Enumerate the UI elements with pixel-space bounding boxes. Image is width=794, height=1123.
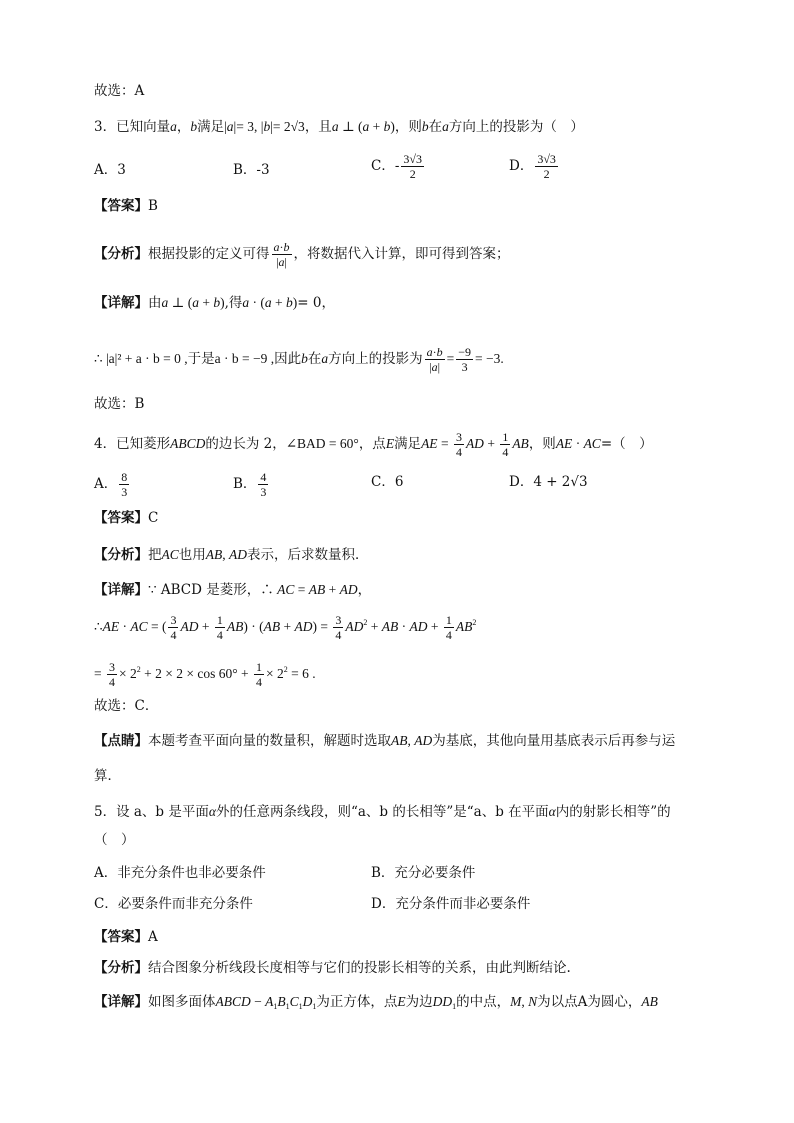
q3-condition: a ⊥ (a + b)	[331, 119, 395, 134]
q5-stem	[94, 802, 671, 822]
q4-comment-text: 本题考查平面向量的数量积，解题时选取	[148, 733, 391, 749]
q4-comment-text-2: 为基底，其他向量用基底表示后再参与运	[432, 733, 676, 749]
q5-detail-text-2: 为正方体，点	[316, 994, 398, 1010]
q4-stem-text: 已知菱形	[116, 436, 171, 452]
q3-option-b: B．-3	[233, 162, 270, 178]
q4-result: 故选：C．	[94, 698, 159, 714]
q3-option-c	[371, 152, 426, 181]
q5-stem-text-3: 内的射影长相等”的	[555, 804, 671, 820]
q5-detail-text-5: 为以点A为圆心，	[537, 994, 642, 1010]
q4-stem-text-3: ，点	[358, 436, 386, 452]
q3-magnitudes: |a|= 3, |b|= 2√3	[224, 119, 305, 134]
q3-detail-condition: a ⊥ (a + b)	[161, 295, 225, 310]
q3-line2-eq2: a · b = −9 ,	[214, 351, 275, 366]
analysis-tag: 【分析】	[94, 246, 148, 262]
q3-stem-text-4: ，则	[394, 119, 422, 135]
q3-detail-text-2: ,得	[224, 295, 243, 311]
alpha-symbol-2: α	[548, 804, 556, 819]
q5-analysis-text: 结合图象分析线段长度相等与它们的投影长相等的关系，由此判断结论.	[148, 960, 571, 976]
answer-tag: 【答案】	[94, 198, 148, 214]
q3-detail-text-3: = 0，	[297, 295, 335, 311]
vec-a-symbol-3: a	[321, 351, 329, 366]
q5-stem-text-2: 外的任意两条线段，则“a、b 的长相等”是“a、b 在平面	[215, 804, 549, 820]
q5-answer-value: A	[148, 929, 158, 945]
q4-option-d: D．4 + 2√3	[509, 474, 588, 490]
q5-detail-text: 如图多面体	[148, 994, 216, 1010]
q5-detail: 【详解】如图多面体ABCD − $A_1B_1C_1D_1$为正方体，点E为边$DD_1$的中点，M, N为以点A为圆心，AB	[94, 994, 658, 1011]
q4-stem-text-5: ，则	[528, 436, 556, 452]
q4-detail-line3: = $\frac{3}{4}$ × $2^2 + 2 \times 2 \times \cos 60^\circ$ + $\frac{1}{4}$ × $2^2 = 6$ .	[94, 660, 316, 689]
comment-tag: 【点睛】	[94, 733, 148, 749]
q3-answer-value: B	[148, 198, 158, 214]
q5-detail-text-3: 为边	[405, 994, 433, 1010]
q3-detail-text: 由	[148, 295, 162, 311]
q4-analysis-text-3: 表示，后求数量积．	[247, 547, 369, 563]
q5-option-d: D．充分条件而非必要条件	[371, 896, 531, 912]
q4-opt-b-den: 3	[260, 485, 267, 499]
q3-c-den: 2	[409, 167, 416, 181]
detail-tag-q4: 【详解】	[94, 582, 148, 598]
q4-stem-text-6: =（ ）	[600, 436, 653, 452]
q4-opt-a-den: 3	[121, 485, 128, 499]
vec-a-symbol-2: a	[442, 119, 449, 134]
q4-analysis-text: 把	[148, 547, 162, 563]
q3-line2-eq: ∴ |a|² + a · b = 0 ,	[94, 351, 188, 366]
q3-line2-text-2: 因此	[274, 351, 302, 367]
q4-comment-cont: 算．	[94, 768, 121, 784]
q3-stem-text-3: ，且	[304, 119, 332, 135]
q3-result: 故选：B	[94, 396, 145, 412]
q5-option-b: B．充分必要条件	[371, 865, 476, 881]
q3-d-den: 2	[543, 167, 550, 181]
q5-analysis	[94, 958, 571, 978]
q4-answer	[94, 508, 158, 528]
q4-number: 4．	[94, 436, 117, 452]
q4-option-b	[233, 470, 270, 499]
q5-stem-text: 设 a、b 是平面	[116, 804, 209, 820]
q3-line2-value: $\frac{-9}{3}$	[458, 345, 471, 374]
q3-option-c-fraction	[401, 152, 424, 181]
q4-analysis-text-2: 也用	[178, 547, 206, 563]
q5-option-a: A．非充分条件也非必要条件	[94, 865, 266, 881]
q5-option-c: C．必要条件而非充分条件	[94, 896, 253, 912]
q3-d-num: 3√3	[537, 152, 556, 166]
answer-tag-q4: 【答案】	[94, 510, 148, 526]
vec-b-symbol-3: b	[301, 351, 308, 366]
q4-opt-b-label: B．	[233, 476, 257, 492]
q3-stem-text-2: 满足	[197, 119, 225, 135]
q3-line2-result: = −3.	[475, 351, 504, 366]
q3-c-num: 3√3	[403, 152, 422, 166]
q3-detail	[94, 293, 335, 313]
q4-final: = 6 .	[291, 666, 316, 681]
q4-detail: 【详解】∵ ABCD 是菱形，∴ AC = AB + AD，	[94, 582, 372, 598]
analysis-tag-q5: 【分析】	[94, 960, 148, 976]
q4-detail-text: ∵ ABCD 是菱形，∴	[148, 582, 274, 598]
q2-result: 故选：A	[94, 83, 145, 99]
q3-line2-text-4: 方向上的投影为	[328, 351, 423, 367]
q3-option-a: A．3	[94, 162, 126, 178]
q5-detail-text-4: 的中点，	[456, 994, 511, 1010]
detail-tag-q5: 【详解】	[94, 994, 148, 1010]
q3-detail-dot: a · (a + b)	[242, 295, 298, 310]
q3-analysis-text-2: ，将数据代入计算，即可得到答案；	[293, 246, 510, 262]
q3-stem-text-6: 方向上的投影为（ ）	[448, 119, 584, 135]
q4-analysis: 【分析】把AC也用AB, AD表示，后求数量积．	[94, 547, 369, 563]
q3-stem: 3．已知向量a，b满足|a|= 3, |b|= 2√3，且a ⊥ (a + b)，则b在a方向上的投影为（ ）	[94, 119, 584, 135]
q3-line2-text-3: 在	[307, 351, 322, 367]
q3-option-d-label: D．	[509, 158, 534, 174]
q3-line2-formula: $\frac{a\cdot b}{|a|}$	[426, 345, 443, 374]
q4-stem-text-2: 的边长为 2，	[205, 436, 286, 452]
detail-tag: 【详解】	[94, 295, 148, 311]
q4-angle: ∠BAD = 60°	[285, 436, 359, 451]
answer-tag-q5: 【答案】	[94, 929, 148, 945]
alpha-symbol: α	[208, 804, 216, 819]
q3-answer	[94, 196, 158, 216]
q4-comment: 【点睛】本题考查平面向量的数量积，解题时选取AB, AD为基底，其他向量用基底表示后再参与运	[94, 733, 676, 749]
q4-equals: =	[94, 666, 105, 681]
q3-line2-text: 于是	[187, 351, 215, 367]
q3-option-d-fraction	[535, 152, 558, 181]
q3-option-d	[509, 152, 560, 181]
q4-opt-a-num: 8	[121, 470, 128, 484]
q5-number: 5．	[94, 804, 117, 820]
q3-detail-line2: ∴ |a|² + a · b = 0 ,于是a · b = −9 ,因此b在a方向上的投影为 $\frac{a\cdot b}{|a|}$ = $\frac{-9}{3}$ = −3.	[94, 345, 504, 374]
q3-stem-text: 已知向量	[116, 119, 171, 135]
q3-number: 3．	[94, 119, 117, 135]
q4-opt-a-label: A．	[94, 476, 118, 492]
q4-point-e: E	[385, 436, 395, 451]
vec-b-symbol-2: b	[421, 119, 429, 134]
q4-rhombus: ABCD	[170, 436, 206, 451]
q4-stem-text-4: 满足	[394, 436, 422, 452]
q4-therefore: ∴	[94, 619, 103, 635]
q3-analysis	[94, 240, 510, 269]
q3-stem-text-5: 在	[428, 119, 443, 135]
q4-stem: 4．已知菱形ABCD的边长为 2，∠BAD = 60°，点E满足AE = $\frac{3}{4}$ AD + $\frac{1}{4}$ AB，则AE · AC=（ ）	[94, 430, 653, 459]
q3-analysis-text: 根据投影的定义可得	[148, 246, 270, 262]
analysis-tag-q4: 【分析】	[94, 547, 148, 563]
vec-a-symbol: a	[170, 119, 177, 134]
q4-ae-expr: AE =	[421, 436, 452, 451]
vec-b-symbol: b	[190, 119, 198, 134]
q5-answer	[94, 927, 158, 947]
q4-option-a	[94, 470, 131, 499]
q4-option-c: C．6	[371, 474, 404, 490]
q4-answer-value: C	[148, 510, 159, 526]
q4-detail-line2: ∴AE · AC = ( $\frac{3}{4}$ AD + $\frac{1}{4}$ AB) · (AB + AD) = $\frac{3}{4}$ $AD^2$ + AB · AD + $\frac{1}{4}$ $AB^2$	[94, 613, 477, 642]
q3-option-c-label: C．-	[371, 158, 400, 174]
q4-opt-b-num: 4	[260, 470, 267, 484]
q5-stem-paren: （ ）	[94, 832, 135, 848]
q3-projection-formula: $\frac{a\cdot b}{|a|}$	[273, 240, 290, 269]
